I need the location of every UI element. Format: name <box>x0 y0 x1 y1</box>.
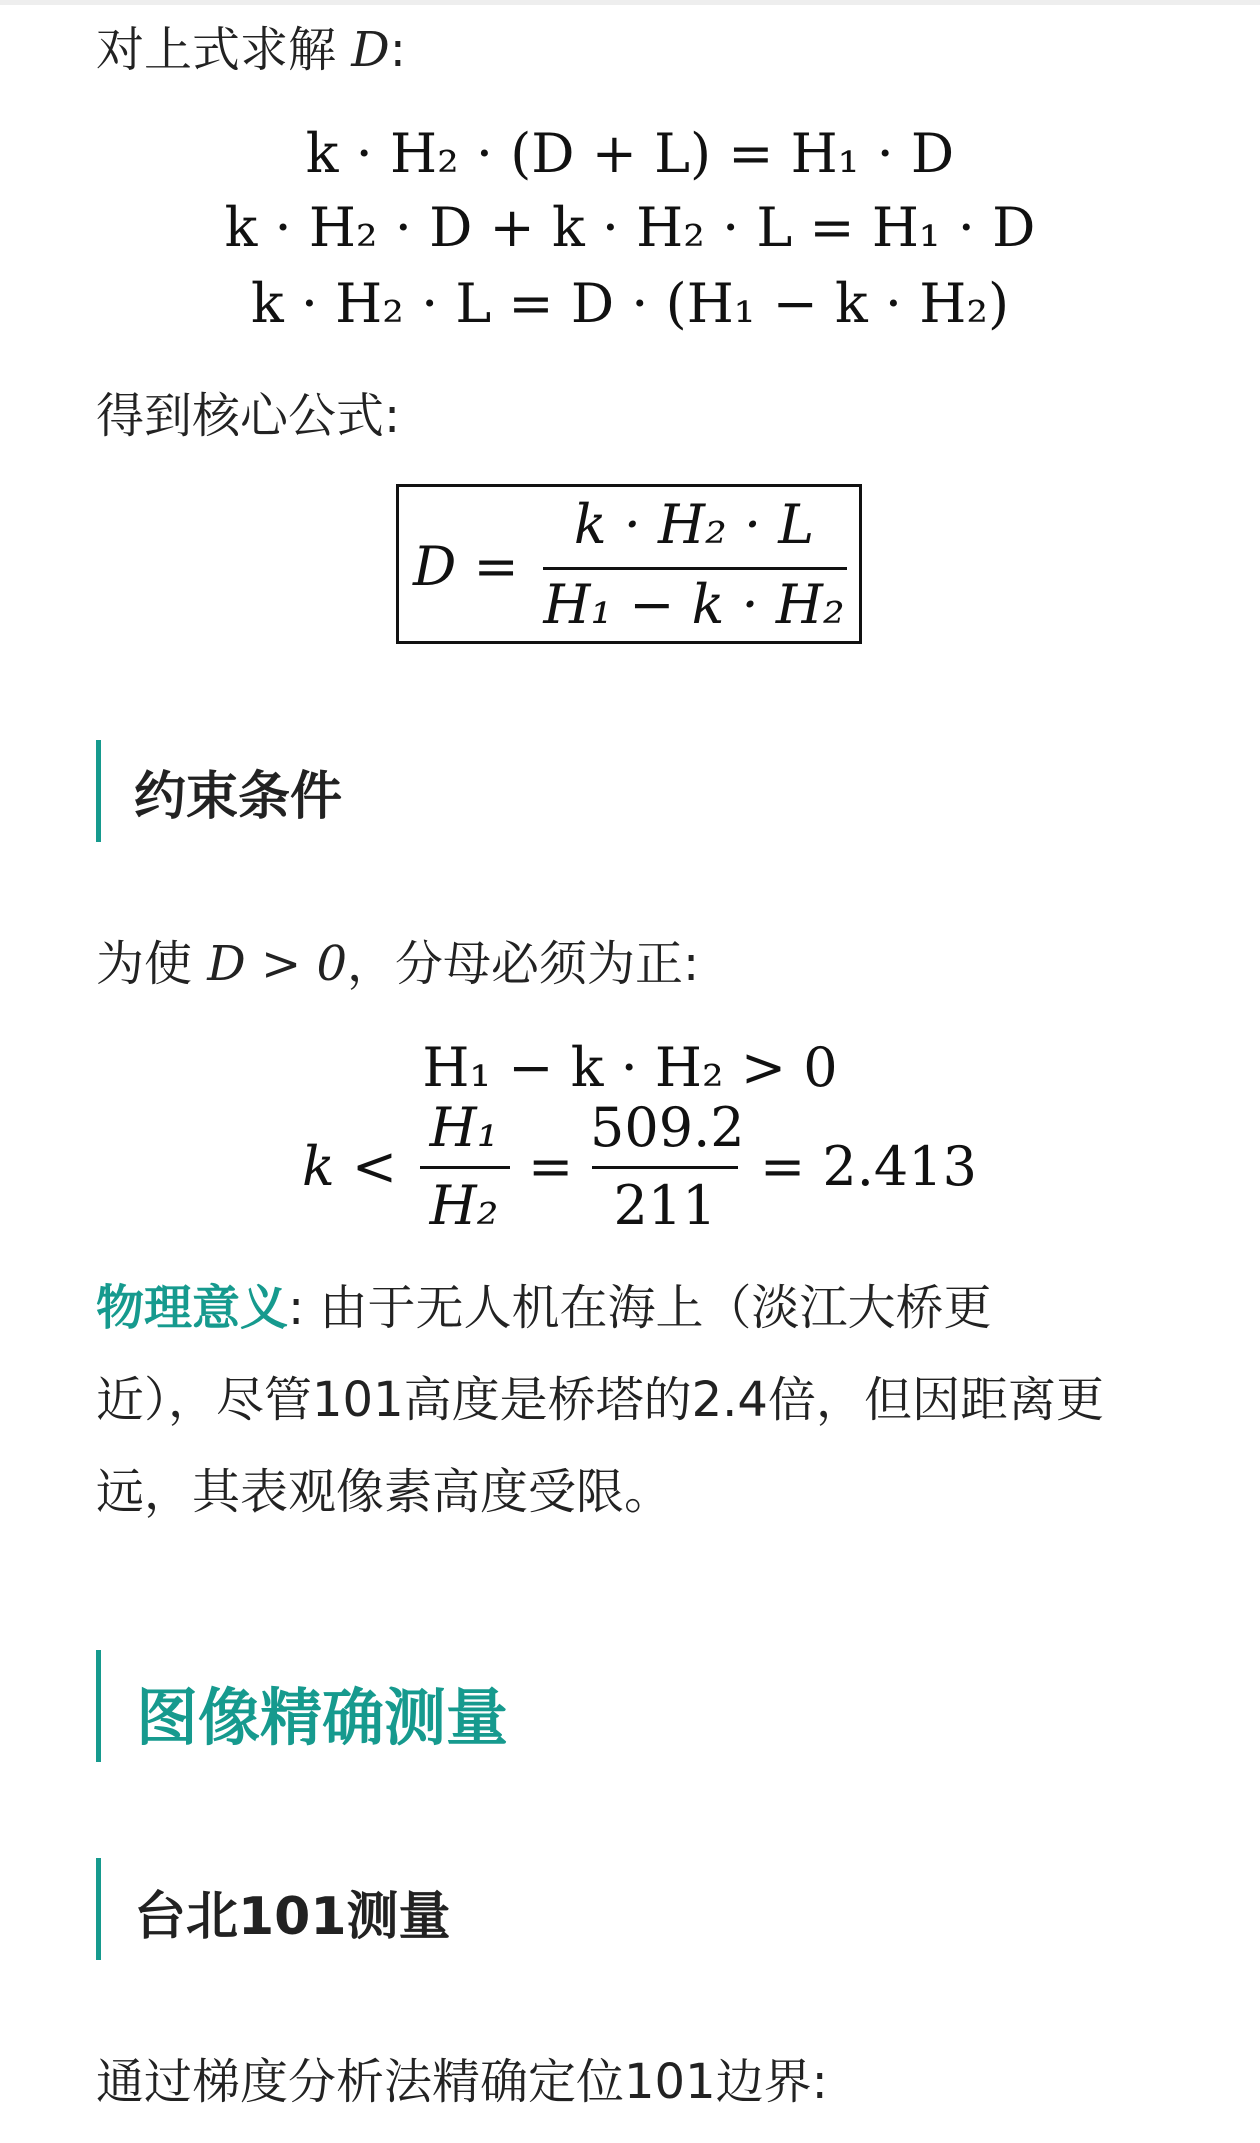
constraint-paragraph <box>96 918 1176 1010</box>
intro-paragraph <box>96 4 1176 96</box>
core-formula-label: 得到核心公式: <box>96 388 401 444</box>
physics-line-3: 远，其表观像素高度受限。 <box>96 1464 673 1520</box>
physics-colon: : <box>288 1280 305 1336</box>
fraction-1-numerator: H₁ <box>429 1096 499 1159</box>
physics-text-1: 由于无人机在海上（淡江大桥更 <box>304 1280 992 1336</box>
derivation-line-2: k · H₂ · D + k · H₂ · L = H₁ · D <box>224 196 1036 259</box>
constraint-math-line-1: H₁ − k · H₂ > 0 <box>422 1036 838 1099</box>
core-formula-box <box>396 484 862 644</box>
derivation-line-1: k · H₂ · (D + L) = H₁ · D <box>305 122 955 185</box>
constraint-math: D > 0 <box>207 936 348 992</box>
constraint-prefix: 为使 <box>96 936 208 992</box>
fraction-1-denominator: H₂ <box>429 1174 499 1237</box>
taipei-heading: 台北101测量 <box>134 1887 451 1947</box>
constraint-suffix: ，分母必须为正: <box>347 936 700 992</box>
fraction-2-bar <box>592 1166 738 1169</box>
taipei-heading-bar <box>96 1858 101 1960</box>
fraction-2-numerator: 509.2 <box>590 1096 745 1159</box>
physics-line-1 <box>96 1262 1176 1354</box>
constraint-heading-bar <box>96 740 101 842</box>
result-value: = 2.413 <box>760 1135 978 1198</box>
core-formula-numerator: k · H₂ · L <box>573 493 815 556</box>
constraint-heading: 约束条件 <box>134 767 343 827</box>
image-heading-bar <box>96 1650 101 1762</box>
intro-variable: D <box>351 22 390 78</box>
physics-paragraph <box>96 1262 1176 1538</box>
derivation-line-3: k · H₂ · L = D · (H₁ − k · H₂) <box>250 272 1010 335</box>
core-formula-denominator: H₁ − k · H₂ <box>543 573 845 636</box>
physics-label: 物理意义 <box>96 1280 289 1336</box>
intro-suffix: : <box>389 22 406 78</box>
core-formula-fraction-bar <box>543 567 847 570</box>
fraction-2-denominator: 211 <box>613 1174 717 1237</box>
equals-sign-1: = <box>528 1135 574 1198</box>
intro-prefix: 对上式求解 <box>96 22 352 78</box>
gradient-paragraph: 通过梯度分析法精确定位101边界: <box>96 2054 828 2110</box>
image-heading: 图像精确测量 <box>136 1681 509 1754</box>
fraction-1-bar <box>420 1166 510 1169</box>
physics-line-2: 近），尽管101高度是桥塔的2.4倍，但因距离更 <box>96 1372 1104 1428</box>
core-formula-lhs: D = <box>413 535 519 598</box>
k-less-than: k < <box>302 1135 398 1198</box>
